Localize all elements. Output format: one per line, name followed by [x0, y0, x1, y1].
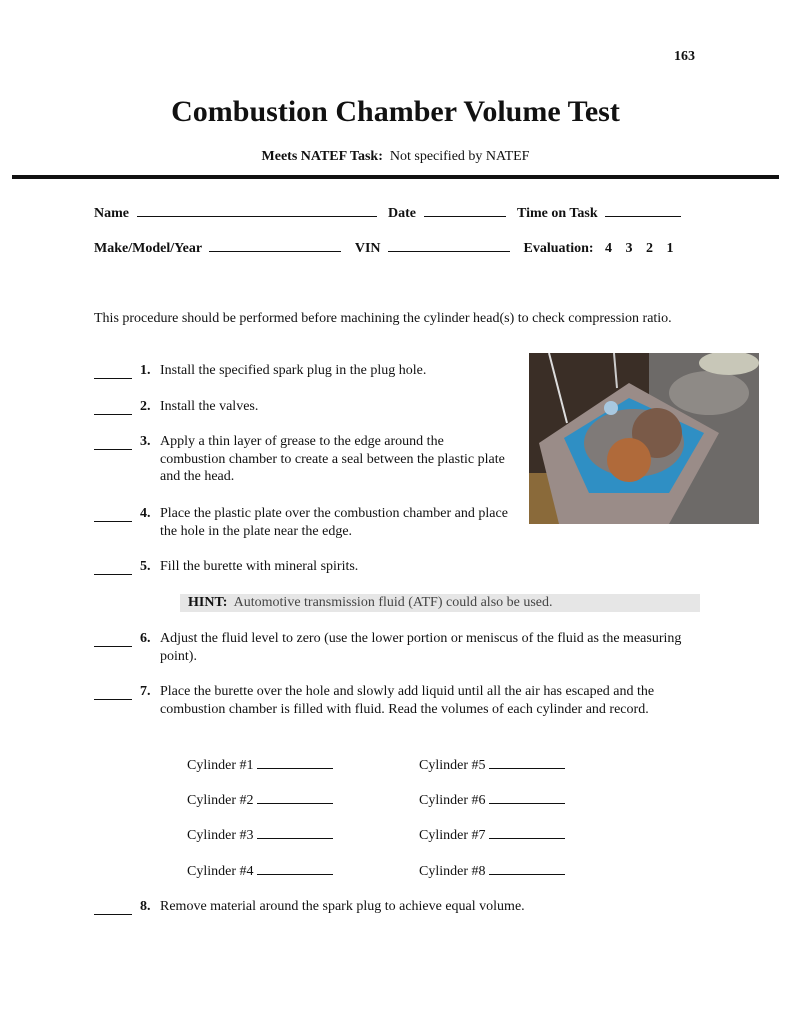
header-rule: [12, 175, 779, 179]
cylinder-7-field[interactable]: [489, 825, 565, 839]
step-4-checkbox[interactable]: [94, 507, 132, 522]
step-4-number: 4.: [140, 506, 151, 521]
make-field[interactable]: [209, 238, 341, 252]
hint-box: [180, 594, 700, 612]
hint-label: HINT:: [188, 595, 228, 610]
step-8-checkbox[interactable]: [94, 900, 132, 915]
step-7-text: Place the burette over the hole and slowly add liquid until all the air has escaped and the combustion chamber is filled with fluid. Read the volumes of each cylinder and record.: [160, 684, 655, 717]
cylinder-4-field[interactable]: [257, 861, 333, 875]
step-6-checkbox[interactable]: [94, 632, 132, 647]
step-8-text: Remove material around the spark plug to achieve equal volume.: [160, 899, 525, 914]
evaluation-label: Evaluation:: [523, 241, 594, 256]
page-number: 163: [674, 49, 695, 64]
step-4-text: Place the plastic plate over the combustion chamber and place the hole in the plate near the edge.: [160, 506, 508, 539]
vin-label: VIN: [354, 241, 381, 256]
step-2-text: Install the valves.: [160, 399, 259, 414]
step-1-checkbox[interactable]: [94, 364, 132, 379]
cylinder-3-label: Cylinder #3: [187, 828, 254, 843]
step-2-number: 2.: [140, 399, 151, 414]
step-6-text: Adjust the fluid level to zero (use the lower portion or meniscus of the fluid as the measuring point).: [160, 631, 682, 664]
make-label: Make/Model/Year: [94, 241, 202, 256]
hint-text: Automotive transmission fluid (ATF) could also be used.: [233, 595, 553, 610]
time-field[interactable]: [605, 203, 681, 217]
cylinder-2-field[interactable]: [257, 790, 333, 804]
step-5-checkbox[interactable]: [94, 560, 132, 575]
cylinder-3-field[interactable]: [257, 825, 333, 839]
score-3[interactable]: 3: [625, 241, 633, 256]
natef-value: Not specified by NATEF: [389, 149, 530, 164]
date-label: Date: [388, 206, 416, 221]
time-label: Time on Task: [517, 206, 598, 221]
cylinder-7-label: Cylinder #7: [419, 828, 486, 843]
cylinder-6-label: Cylinder #6: [419, 793, 486, 808]
step-7-number: 7.: [140, 684, 151, 699]
intro-text: This procedure should be performed before machining the cylinder head(s) to check compression ratio.: [94, 311, 672, 326]
page-title: Combustion Chamber Volume Test: [171, 95, 620, 128]
cylinder-6-field[interactable]: [489, 790, 565, 804]
step-3-checkbox[interactable]: [94, 435, 132, 450]
combustion-chamber-photo: [529, 353, 759, 524]
step-5-number: 5.: [140, 559, 151, 574]
cylinder-8-field[interactable]: [489, 861, 565, 875]
step-3-number: 3.: [140, 434, 151, 449]
cylinder-2-label: Cylinder #2: [187, 793, 254, 808]
vin-field[interactable]: [388, 238, 510, 252]
cylinder-1-field[interactable]: [257, 755, 333, 769]
natef-label: Meets NATEF Task:: [261, 149, 383, 164]
cylinder-1-label: Cylinder #1: [187, 758, 254, 773]
date-field[interactable]: [424, 203, 506, 217]
name-label: Name: [94, 206, 129, 221]
step-8-number: 8.: [140, 899, 151, 914]
cylinder-8-label: Cylinder #8: [419, 864, 486, 879]
step-6-number: 6.: [140, 631, 151, 646]
step-2-checkbox[interactable]: [94, 400, 132, 415]
name-field[interactable]: [137, 203, 377, 217]
score-2[interactable]: 2: [646, 241, 654, 256]
cylinder-4-label: Cylinder #4: [187, 864, 254, 879]
step-3-text: Apply a thin layer of grease to the edge around the combustion chamber to create a seal between the plastic plate and the head.: [160, 434, 505, 484]
cylinder-5-field[interactable]: [489, 755, 565, 769]
cylinder-5-label: Cylinder #5: [419, 758, 486, 773]
step-5-text: Fill the burette with mineral spirits.: [160, 559, 359, 574]
step-1-number: 1.: [140, 363, 151, 378]
step-7-checkbox[interactable]: [94, 685, 132, 700]
score-1[interactable]: 1: [666, 241, 674, 256]
step-1-text: Install the specified spark plug in the plug hole.: [160, 363, 427, 378]
score-4[interactable]: 4: [605, 241, 613, 256]
